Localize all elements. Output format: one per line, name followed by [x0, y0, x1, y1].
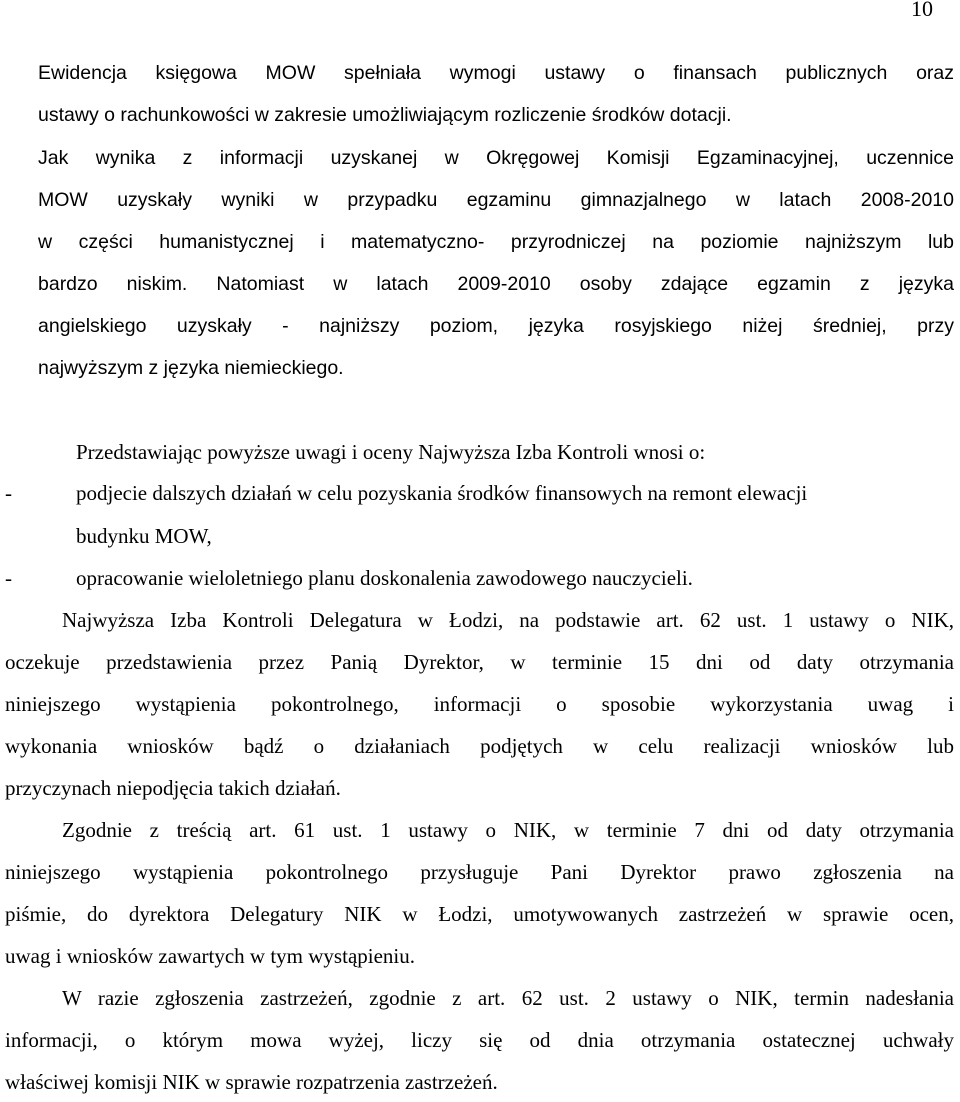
text-line: uwag i wniosków zawartych w tym wystąpieniu.: [5, 944, 416, 968]
text-line: piśmie, do dyrektora Delegatury NIK w Łodzi, umotywowanych zastrzeżeń w sprawie ocen,: [5, 902, 954, 926]
text-line: MOW uzyskały wyniki w przypadku egzaminu gimnazjalnego w latach 2008-2010: [38, 189, 954, 211]
text-line: Najwyższa Izba Kontroli Delegatura w Łodzi, na podstawie art. 62 ust. 1 ustawy o NIK,: [62, 608, 954, 632]
text-line: Zgodnie z treścią art. 61 ust. 1 ustawy o NIK, w terminie 7 dni od daty otrzymania: [62, 818, 954, 842]
page-number: 10: [911, 0, 933, 21]
text-line: bardzo niskim. Natomiast w latach 2009-2010 osoby zdające egzamin z języka: [38, 273, 954, 295]
text-line: niniejszego wystąpienia pokontrolnego, informacji o sposobie wykorzystania uwag i: [5, 692, 954, 716]
list-item-line: budynku MOW,: [76, 524, 212, 548]
text-line: wykonania wniosków bądź o działaniach podjętych w celu realizacji wniosków lub: [5, 734, 954, 758]
text-line: ustawy o rachunkowości w zakresie umożliwiającym rozliczenie środków dotacji.: [38, 104, 732, 126]
text-line: w części humanistycznej i matematyczno- przyrodniczej na poziomie najniższym lub: [38, 231, 954, 253]
text-line: przyczynach niepodjęcia takich działań.: [5, 776, 341, 800]
list-item-line: podjecie dalszych działań w celu pozyskania środków finansowych na remont elewacji: [76, 481, 808, 505]
text-line: właściwej komisji NIK w sprawie rozpatrzenia zastrzeżeń.: [5, 1070, 498, 1094]
list-item-line: opracowanie wieloletniego planu doskonalenia zawodowego nauczycieli.: [76, 566, 693, 590]
text-line: Jak wynika z informacji uzyskanej w Okręgowej Komisji Egzaminacyjnej, uczennice: [38, 147, 954, 169]
text-line: oczekuje przedstawienia przez Panią Dyrektor, w terminie 15 dni od daty otrzymania: [5, 650, 954, 674]
text-line: niniejszego wystąpienia pokontrolnego przysługuje Pani Dyrektor prawo zgłoszenia na: [5, 860, 954, 884]
text-line: angielskiego uzyskały - najniższy poziom, języka rosyjskiego niżej średniej, przy: [38, 315, 954, 337]
text-line: W razie zgłoszenia zastrzeżeń, zgodnie z art. 62 ust. 2 ustawy o NIK, termin nadesłania: [62, 986, 954, 1010]
text-line: najwyższym z języka niemieckiego.: [38, 357, 344, 379]
conclusions-intro: Przedstawiając powyższe uwagi i oceny Najwyższa Izba Kontroli wnosi o:: [76, 440, 706, 464]
list-dash: -: [5, 566, 12, 590]
list-dash: -: [5, 481, 12, 505]
text-line: Ewidencja księgowa MOW spełniała wymogi ustawy o finansach publicznych oraz: [38, 62, 954, 84]
text-line: informacji, o którym mowa wyżej, liczy się od dnia otrzymania ostatecznej uchwały: [5, 1028, 954, 1052]
